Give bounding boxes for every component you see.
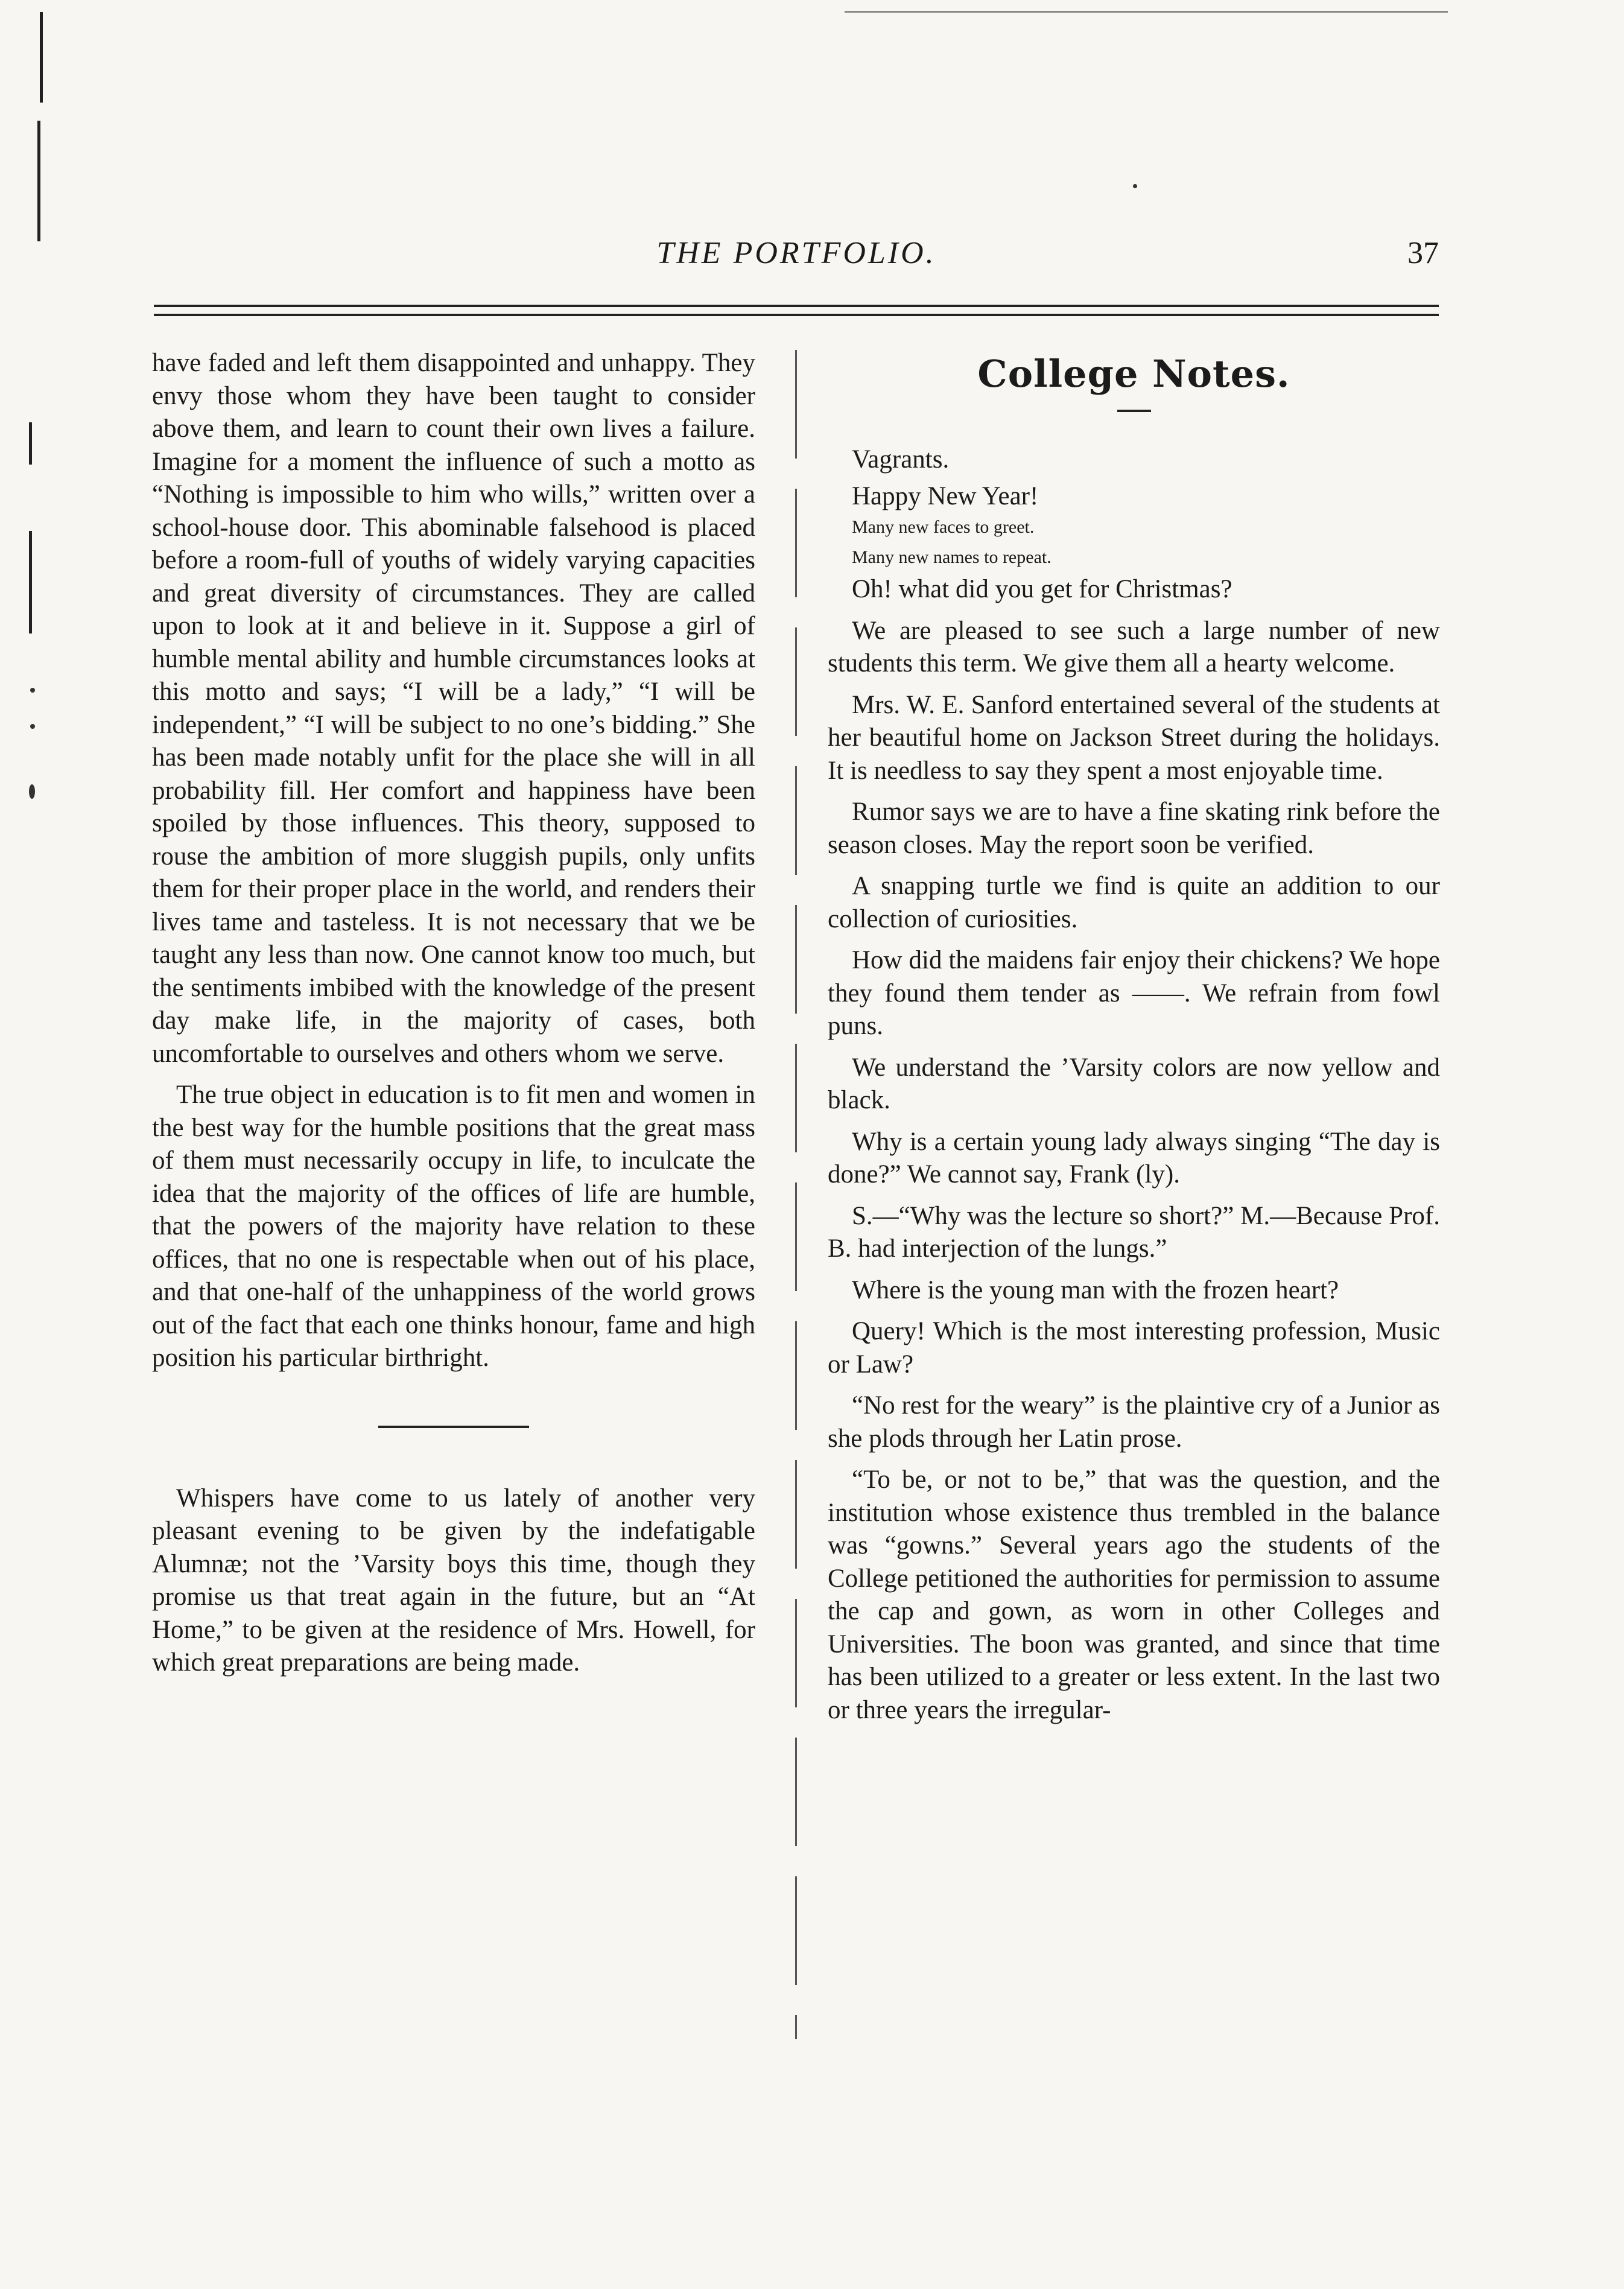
margin-mark [29,531,32,633]
note-item: How did the maidens fair enjoy their chickens? We hope they found them tender as ——. We refrain from fowl puns. [828,946,1440,1040]
heading-rule [1117,410,1151,412]
note-item: Oh! what did you get for Christmas? [852,575,1232,603]
margin-dot [30,688,35,693]
note-item: Mrs. W. E. Sanford entertained several of the students at her beautiful home on Jackson Street during the holidays. It is needless to say they spent a most enjoyable time. [828,690,1440,785]
header-rule-bottom [154,314,1439,316]
note-item: Vagrants. [852,445,950,474]
note-item: “No rest for the weary” is the plaintive cry of a Junior as she plods through her Latin prose. [828,1391,1440,1453]
header-rule-top [154,305,1439,307]
verse-line: Many new names to repeat. [852,547,1051,567]
note-item: We are pleased to see such a large number of new students this term. We give them all a hearty welcome. [828,616,1440,678]
page-header [154,235,1439,278]
body-paragraph: have faded and left them disappointed and unhappy. They envy those whom they have been taught to consider above them, and learn to count their own lives a failure. Imagine for a moment the influence of such a motto as “Nothing is impossible to him who wills,” written over a school-house door. This abominable falsehood is placed before a room-full of youths of widely varying capacities and great diversity of circumstances. They are called upon to look at it and believe in it. Suppose a girl of humble mental ability and humble circumstances looks at this motto and says; “I will be a lady,” “I will be independent,” “I will be subject to no one’s bidding.” She has been made notably unfit for the place she will in all probability fill. Her comfort and happiness have been spoiled by those influences. This theory, supposed to rouse the ambition of more sluggish pupils, only unfits them for their proper place in the world, and renders their lives tame and tasteless. It is not necessary that we be taught any less than now. One cannot know too much, but the sentiments imbibed with the knowledge of the present day make life, in the majority of cases, both uncomfortable to ourselves and others whom we serve. [152,349,755,1068]
column-divider [795,350,797,2039]
page-speck [1133,184,1137,188]
margin-dot [30,724,35,729]
margin-mark [40,12,43,103]
running-title: THE PORTFOLIO. [656,236,936,270]
body-paragraph: The true object in education is to fit men and women in the best way for the humble positions that the great mass of them must necessarily occupy in life, to inculcate the idea that the majority of the offices of life are humble, that the powers of the majority have relation to these offices, that no one is respectable when out of his place, and that one-half of the unhappiness of the world grows out of the fact that each one thinks honour, fame and high position his particular birthright. [152,1081,755,1372]
note-item: “To be, or not to be,” that was the question, and the institution whose existence thus trembled in the balance was “gowns.” Several years ago the students of the College petitioned the authorities for permission to assume the cap and gown, as worn in other Colleges and Universities. The boon was granted, and since that time has been utilized to a greater or less extent. In the last two or three years the irregular- [828,1465,1440,1724]
margin-dot [29,784,35,799]
page-number: 37 [1407,236,1439,270]
body-paragraph: Whispers have come to us lately of another very pleasant evening to be given by the indefatigable Alumnæ; not the ’Varsity boys this time, though they promise us that treat again in the future, but an “At Home,” to be given at the residence of Mrs. Howell, for which great preparations are being made. [152,1484,755,1677]
right-column [828,347,1440,1735]
margin-mark [37,121,40,241]
note-item: A snapping turtle we find is quite an addition to our collection of curiosities. [828,872,1440,933]
section-separator [378,1426,529,1428]
note-item: We understand the ’Varsity colors are now yellow and black. [828,1053,1440,1114]
note-item: Rumor says we are to have a fine skating rink before the season closes. May the report soon be verified. [828,798,1440,859]
top-edge-rule [845,11,1448,13]
note-item: Query! Which is the most interesting profession, Music or Law? [828,1317,1440,1379]
note-item: Where is the young man with the frozen heart? [852,1275,1339,1304]
note-item: Why is a certain young lady always singing “The day is done?” We cannot say, Frank (ly). [828,1127,1440,1189]
left-column [152,347,755,1688]
note-item: Happy New Year! [852,481,1039,510]
section-heading: College Notes. [977,352,1290,396]
verse-line: Many new faces to greet. [852,517,1035,537]
note-item: S.—“Why was the lecture so short?” M.—Because Prof. B. had interjection of the lungs.” [828,1201,1440,1263]
margin-mark [29,422,32,465]
